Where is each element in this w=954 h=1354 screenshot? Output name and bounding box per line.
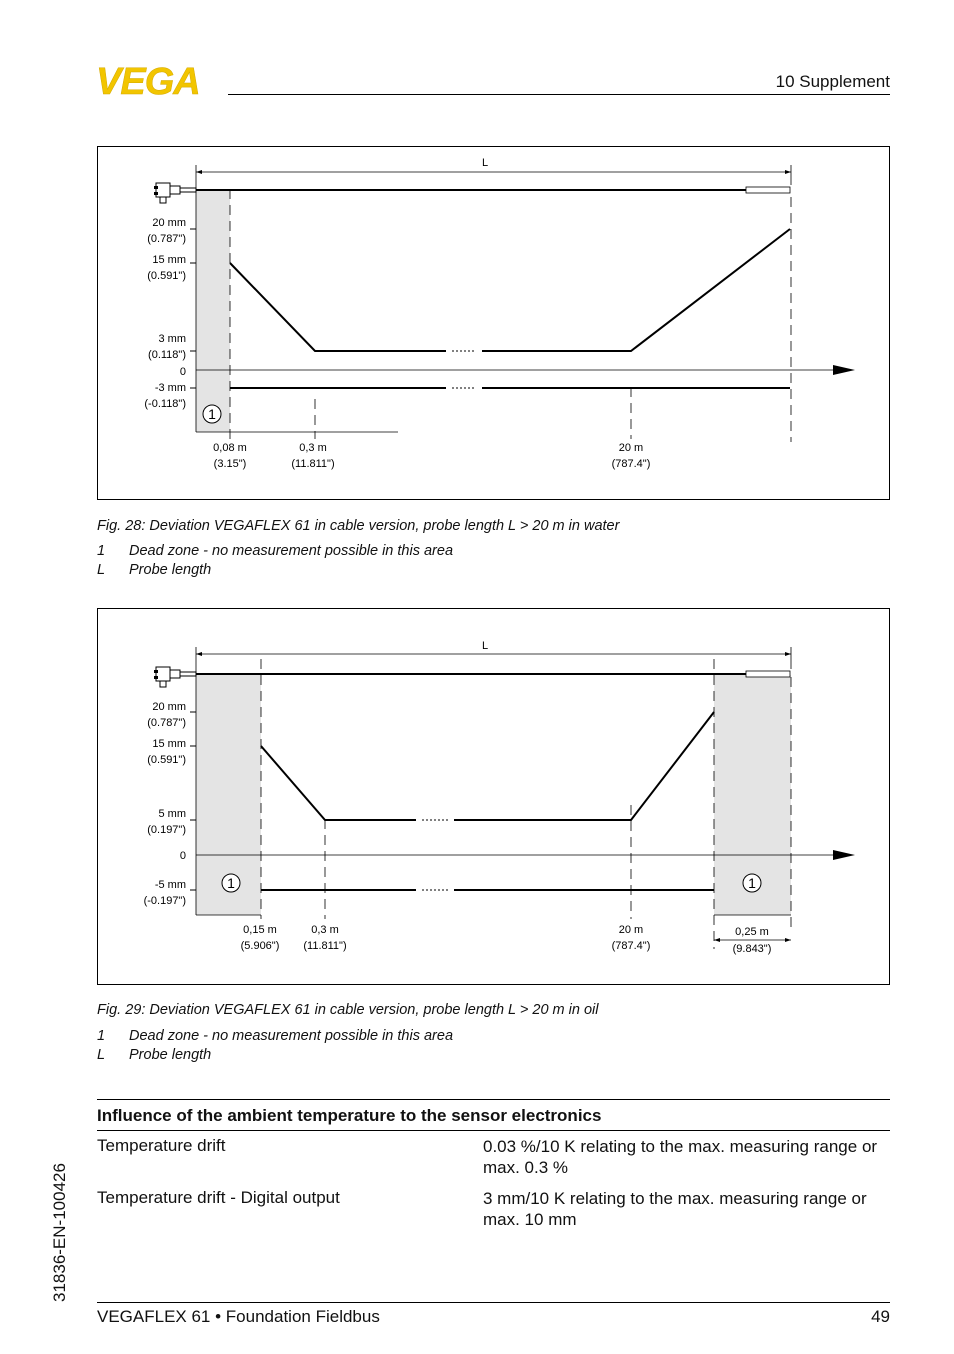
x-label: (11.811"): [291, 458, 335, 470]
figure-29-legend-1: 1 Dead zone - no measurement possible in this area: [97, 1028, 454, 1044]
probe-weight: [746, 671, 790, 677]
figure-28-caption: Fig. 28: Deviation VEGAFLEX 61 in cable version, probe length L > 20 m in water: [97, 518, 620, 534]
section-rule: [97, 1130, 890, 1131]
y-label: -3 mm: [154, 382, 186, 394]
y-label: (-0.197"): [143, 895, 186, 907]
spec-value: 3 mm/10 K relating to the max. measuring range or max. 10 mm: [483, 1189, 867, 1229]
x-label: 20 m: [618, 924, 644, 936]
upper-deviation-line: [230, 263, 446, 351]
axis-arrow-icon: [833, 365, 855, 375]
svg-text:1: 1: [748, 875, 756, 891]
y-label: 20 mm: [152, 217, 186, 229]
y-label: (0.197"): [147, 824, 186, 836]
x-label: (787.4"): [611, 458, 651, 470]
dead-zone: [196, 189, 230, 432]
spec-value: 0.03 %/10 K relating to the max. measuring range or max. 0.3 %: [483, 1137, 878, 1177]
x-label: (9.843"): [732, 943, 772, 955]
svg-text:1: 1: [227, 875, 235, 891]
svg-text:VEGA: VEGA: [96, 64, 200, 98]
x-label: 0,3 m: [299, 442, 327, 454]
figure-29-caption: Fig. 29: Deviation VEGAFLEX 61 in cable version, probe length L > 20 m in oil: [97, 1002, 599, 1018]
svg-text:1: 1: [208, 406, 216, 422]
y-label: 15 mm: [152, 738, 186, 750]
header-rule: [228, 94, 890, 95]
page-number: 49: [871, 1307, 890, 1326]
x-label: (5.906"): [240, 940, 280, 952]
footer-rule: [97, 1302, 890, 1303]
figure-29-diagram: [98, 609, 889, 984]
document-code: 31836-EN-100426: [50, 1163, 69, 1302]
figure-28-diagram: [98, 147, 889, 499]
x-label: 0,25 m: [735, 926, 769, 938]
section-rule: [97, 1099, 890, 1100]
y-label: -5 mm: [154, 879, 186, 891]
vega-logo: [96, 64, 220, 98]
x-label: 0,3 m: [311, 924, 339, 936]
x-label: (11.811"): [303, 940, 347, 952]
x-label: 0,15 m: [243, 924, 277, 936]
spec-label: Temperature drift - Digital output: [97, 1188, 340, 1207]
y-label: 3 mm: [158, 333, 186, 345]
probe-weight: [746, 187, 790, 193]
x-label: (787.4"): [611, 940, 651, 952]
figure-28-legend-2: L Probe length: [97, 562, 212, 578]
y-label: 0: [179, 366, 186, 378]
probe-head-icon: [154, 667, 196, 687]
y-label: (0.787"): [147, 717, 186, 729]
figure-29-legend-2: L Probe length: [97, 1047, 212, 1063]
length-label: L: [482, 157, 489, 169]
x-label: (3.15"): [213, 458, 247, 470]
axis-arrow-icon: [833, 850, 855, 860]
y-label: (0.118"): [148, 349, 186, 361]
y-label: (-0.118"): [144, 398, 186, 410]
x-label: 20 m: [618, 442, 644, 454]
y-label: 0: [179, 850, 186, 862]
figure-28: [97, 146, 890, 500]
y-label: (0.591"): [147, 270, 186, 282]
figure-29: [97, 608, 890, 985]
footer-product: VEGAFLEX 61 • Foundation Fieldbus: [97, 1307, 380, 1326]
y-label: 15 mm: [152, 254, 186, 266]
y-label: 20 mm: [152, 701, 186, 713]
y-label: (0.787"): [147, 233, 186, 245]
y-label: (0.591"): [147, 754, 186, 766]
x-label: 0,08 m: [213, 442, 247, 454]
section-heading: Influence of the ambient temperature to the sensor electronics: [97, 1106, 602, 1125]
upper-deviation-line: [261, 746, 416, 820]
spec-label: Temperature drift: [97, 1136, 226, 1155]
figure-28-legend-1: 1 Dead zone - no measurement possible in this area: [97, 543, 454, 559]
section-title: 10 Supplement: [775, 72, 890, 91]
probe-head-icon: [154, 183, 196, 203]
y-label: 5 mm: [158, 808, 186, 820]
length-label: L: [482, 640, 489, 652]
